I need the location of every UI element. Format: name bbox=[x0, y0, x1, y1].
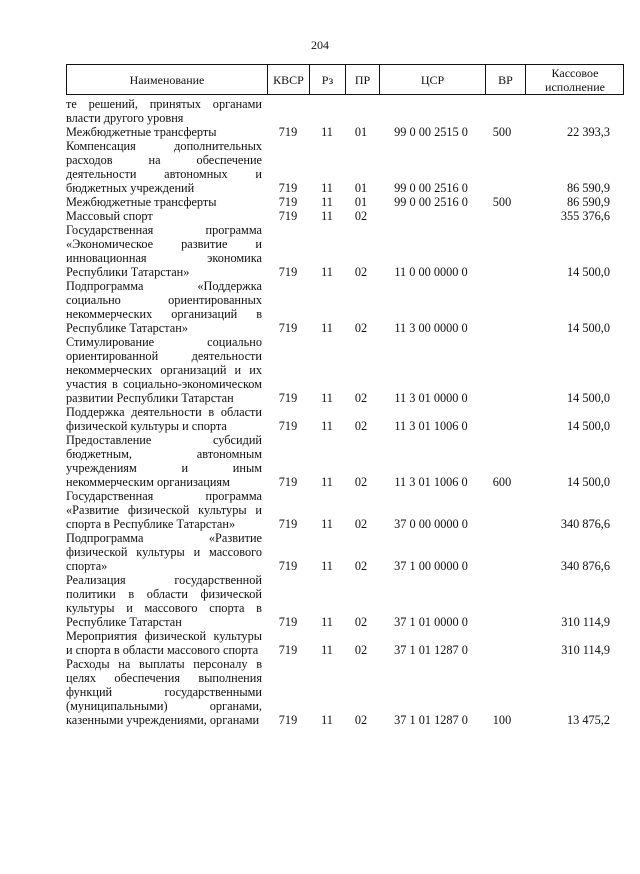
csr-cell: 37 1 00 0000 0 bbox=[394, 559, 468, 573]
table-header bbox=[66, 64, 624, 95]
kvsr-cell: 719 bbox=[278, 713, 298, 727]
pr-cell: 02 bbox=[354, 321, 368, 335]
pr-cell: 02 bbox=[354, 209, 368, 223]
name-cell: те решений, принятых органами власти другого уровня bbox=[66, 97, 262, 125]
name-cell: Расходы на выплаты персоналу в целях обеспечения выполнения функций государственными (муниципальными) органами, казенными учреждениями, органами bbox=[66, 657, 262, 727]
sum-cell: 22 393,3 bbox=[566, 125, 610, 139]
csr-cell: 11 3 00 0000 0 bbox=[394, 321, 468, 335]
sum-cell: 310 114,9 bbox=[561, 643, 610, 657]
name-cell: Компенсация дополнительных расходов на обеспечение деятельности автономных и бюджетных учреждений bbox=[66, 139, 262, 195]
kvsr-cell: 719 bbox=[278, 265, 298, 279]
sum-cell: 340 876,6 bbox=[560, 559, 610, 573]
sum-cell: 14 500,0 bbox=[566, 419, 610, 433]
header-rz: Рз bbox=[309, 65, 345, 94]
name-cell: Государственная программа «Экономическое развитие и инновационная экономика Республики Татарстан» bbox=[66, 223, 262, 279]
rz-cell: 11 bbox=[321, 125, 333, 139]
name-cell: Подпрограмма «Поддержка социально ориентированных некоммерческих организаций в Республике Татарстан» bbox=[66, 279, 262, 335]
vr-cell: 600 bbox=[492, 475, 512, 489]
header-pr: ПР bbox=[345, 65, 379, 94]
csr-cell: 37 0 00 0000 0 bbox=[394, 517, 468, 531]
sum-cell: 14 500,0 bbox=[566, 321, 610, 335]
header-kvsr: КВСР bbox=[267, 65, 309, 94]
csr-cell: 37 1 01 1287 0 bbox=[394, 713, 468, 727]
name-cell: Поддержка деятельности в области физической культуры и спорта bbox=[66, 405, 262, 433]
name-cell: Государственная программа «Развитие физической культуры и спорта в Республике Татарстан» bbox=[66, 489, 262, 531]
rz-cell: 11 bbox=[321, 419, 333, 433]
kvsr-cell: 719 bbox=[278, 181, 298, 195]
name-cell: Стимулирование социально ориентированной деятельности некоммерческих организаций и их участия в социально-экономическом развитии Республики Татарстан bbox=[66, 335, 262, 405]
csr-cell: 37 1 01 0000 0 bbox=[394, 615, 468, 629]
kvsr-cell: 719 bbox=[278, 517, 298, 531]
csr-cell: 11 3 01 1006 0 bbox=[394, 475, 468, 489]
table-row bbox=[66, 629, 624, 657]
kvsr-cell: 719 bbox=[278, 321, 298, 335]
pr-cell: 02 bbox=[354, 643, 368, 657]
header-name: Наименование bbox=[129, 72, 205, 87]
sum-cell: 14 500,0 bbox=[566, 391, 610, 405]
sum-cell: 86 590,9 bbox=[566, 195, 610, 209]
kvsr-cell: 719 bbox=[278, 391, 298, 405]
rz-cell: 11 bbox=[321, 391, 333, 405]
table-body bbox=[66, 97, 624, 727]
header-sum: Кассовое исполнение bbox=[525, 65, 624, 94]
sum-cell: 14 500,0 bbox=[566, 475, 610, 489]
pr-cell: 01 bbox=[354, 195, 368, 209]
pr-cell: 02 bbox=[354, 615, 368, 629]
kvsr-cell: 719 bbox=[278, 475, 298, 489]
sum-cell: 355 376,6 bbox=[560, 209, 610, 223]
kvsr-cell: 719 bbox=[278, 125, 298, 139]
rz-cell: 11 bbox=[321, 643, 333, 657]
table-row bbox=[66, 489, 624, 531]
rz-cell: 11 bbox=[321, 615, 333, 629]
kvsr-cell: 719 bbox=[278, 643, 298, 657]
table-row bbox=[66, 573, 624, 629]
csr-cell: 11 3 01 0000 0 bbox=[394, 391, 468, 405]
rz-cell: 11 bbox=[321, 475, 333, 489]
name-cell: Подпрограмма «Развитие физической культуры и массового спорта» bbox=[66, 531, 262, 573]
table-row bbox=[66, 125, 624, 139]
rz-cell: 11 bbox=[321, 517, 333, 531]
table-row bbox=[66, 433, 624, 489]
name-cell: Предоставление субсидий бюджетным, автономным учреждениям и иным некоммерческим организациям bbox=[66, 433, 262, 489]
page-number: 204 bbox=[311, 38, 329, 52]
pr-cell: 02 bbox=[354, 419, 368, 433]
kvsr-cell: 719 bbox=[278, 195, 298, 209]
pr-cell: 02 bbox=[354, 713, 368, 727]
csr-cell: 99 0 00 2515 0 bbox=[394, 125, 468, 139]
sum-cell: 310 114,9 bbox=[561, 615, 610, 629]
table-row bbox=[66, 279, 624, 335]
csr-cell: 99 0 00 2516 0 bbox=[394, 195, 468, 209]
pr-cell: 01 bbox=[354, 181, 368, 195]
table-row bbox=[66, 97, 624, 125]
table-row bbox=[66, 223, 624, 279]
table-row bbox=[66, 335, 624, 405]
rz-cell: 11 bbox=[321, 209, 333, 223]
table-row bbox=[66, 209, 624, 223]
kvsr-cell: 719 bbox=[278, 615, 298, 629]
csr-cell: 11 0 00 0000 0 bbox=[394, 265, 468, 279]
sum-cell: 86 590,9 bbox=[566, 181, 610, 195]
table-row bbox=[66, 405, 624, 433]
sum-cell: 13 475,2 bbox=[566, 713, 610, 727]
rz-cell: 11 bbox=[321, 181, 333, 195]
pr-cell: 02 bbox=[354, 265, 368, 279]
name-cell: Межбюджетные трансферты bbox=[66, 195, 217, 209]
table-row bbox=[66, 531, 624, 573]
rz-cell: 11 bbox=[321, 265, 333, 279]
rz-cell: 11 bbox=[321, 195, 333, 209]
sum-cell: 340 876,6 bbox=[560, 517, 610, 531]
vr-cell: 100 bbox=[492, 713, 512, 727]
rz-cell: 11 bbox=[321, 321, 333, 335]
name-cell: Массовый спорт bbox=[66, 209, 153, 223]
header-vr: ВР bbox=[485, 65, 525, 94]
name-cell: Мероприятия физической культуры и спорта в области массового спорта bbox=[66, 629, 262, 657]
rz-cell: 11 bbox=[321, 559, 333, 573]
kvsr-cell: 719 bbox=[278, 419, 298, 433]
pr-cell: 01 bbox=[354, 125, 368, 139]
vr-cell: 500 bbox=[492, 195, 512, 209]
pr-cell: 02 bbox=[354, 391, 368, 405]
table-row bbox=[66, 195, 624, 209]
pr-cell: 02 bbox=[354, 475, 368, 489]
csr-cell: 11 3 01 1006 0 bbox=[394, 419, 468, 433]
header-csr: ЦСР bbox=[379, 65, 485, 94]
name-cell: Межбюджетные трансферты bbox=[66, 125, 217, 139]
vr-cell: 500 bbox=[492, 125, 512, 139]
csr-cell: 37 1 01 1287 0 bbox=[394, 643, 468, 657]
pr-cell: 02 bbox=[354, 517, 368, 531]
kvsr-cell: 719 bbox=[278, 209, 298, 223]
csr-cell: 99 0 00 2516 0 bbox=[394, 181, 468, 195]
table-row bbox=[66, 139, 624, 195]
table-row bbox=[66, 657, 624, 727]
sum-cell: 14 500,0 bbox=[566, 265, 610, 279]
kvsr-cell: 719 bbox=[278, 559, 298, 573]
rz-cell: 11 bbox=[321, 713, 333, 727]
pr-cell: 02 bbox=[354, 559, 368, 573]
name-cell: Реализация государственной политики в области физической культуры и массового спорта в Республике Татарстан bbox=[66, 573, 262, 629]
